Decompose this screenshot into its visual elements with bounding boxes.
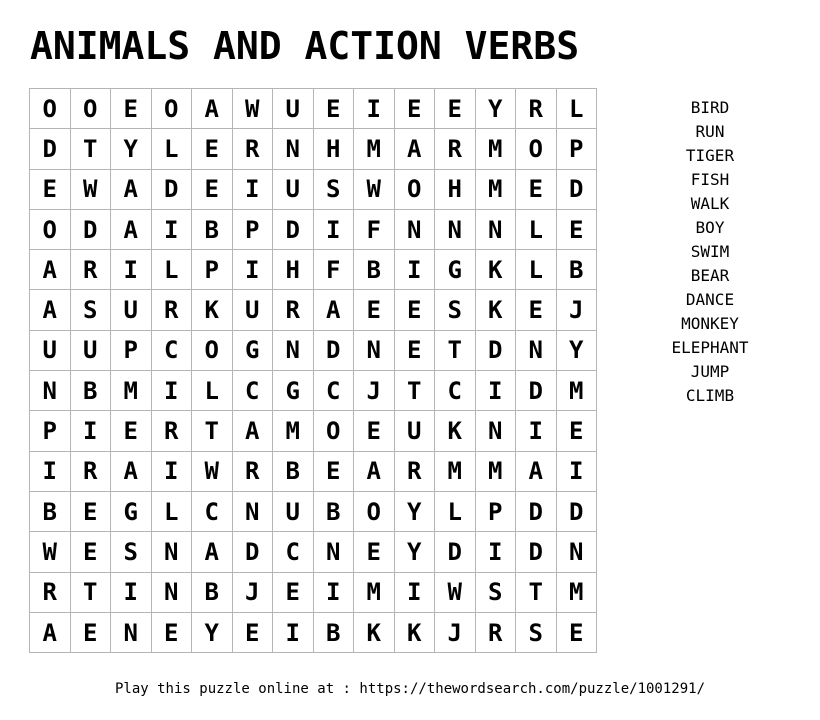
grid-row [30, 250, 597, 290]
grid-cell: O [516, 129, 557, 169]
grid-cell: P [556, 129, 597, 169]
word-list-item: MONKEY [681, 314, 739, 333]
word-list-item: SWIM [690, 242, 730, 261]
word-list-item: ELEPHANT [671, 338, 749, 357]
word-list [640, 96, 780, 408]
grid-cell: S [435, 290, 476, 330]
letter-grid [29, 88, 597, 653]
grid-cell: P [192, 250, 233, 290]
word-list-item: DANCE [685, 290, 735, 309]
grid-cell: E [394, 89, 435, 129]
grid-cell: E [556, 209, 597, 249]
grid-cell: B [192, 209, 233, 249]
grid-cell: L [556, 89, 597, 129]
grid-cell: E [435, 89, 476, 129]
grid-cell: D [273, 209, 314, 249]
grid-cell: A [313, 290, 354, 330]
grid-cell: R [70, 451, 111, 491]
grid-cell: H [435, 169, 476, 209]
grid-cell: Y [556, 330, 597, 370]
grid-cell: R [394, 451, 435, 491]
grid-cell: N [151, 532, 192, 572]
grid-cell: K [394, 612, 435, 652]
grid-cell: M [435, 451, 476, 491]
grid-cell: R [516, 89, 557, 129]
grid-cell: W [70, 169, 111, 209]
grid-cell: N [475, 411, 516, 451]
grid-cell: M [556, 371, 597, 411]
grid-cell: L [435, 491, 476, 531]
grid-cell: N [313, 532, 354, 572]
grid-cell: E [111, 89, 152, 129]
word-list-item: JUMP [690, 362, 730, 381]
grid-cell: E [556, 411, 597, 451]
grid-cell: Y [394, 532, 435, 572]
grid-cell: B [273, 451, 314, 491]
grid-cell: U [70, 330, 111, 370]
grid-cell: D [516, 371, 557, 411]
grid-cell: E [313, 89, 354, 129]
grid-cell: E [354, 290, 395, 330]
grid-cell: D [556, 169, 597, 209]
grid-cell: L [516, 209, 557, 249]
grid-cell: T [435, 330, 476, 370]
grid-cell: A [111, 209, 152, 249]
grid-row [30, 290, 597, 330]
grid-cell: O [30, 209, 71, 249]
grid-cell: S [475, 572, 516, 612]
grid-cell: K [192, 290, 233, 330]
grid-cell: I [313, 572, 354, 612]
grid-cell: B [192, 572, 233, 612]
grid-cell: S [70, 290, 111, 330]
grid-cell: A [192, 532, 233, 572]
word-list-item: TIGER [685, 146, 735, 165]
grid-cell: O [354, 491, 395, 531]
grid-cell: C [151, 330, 192, 370]
grid-cell: J [232, 572, 273, 612]
grid-cell: I [151, 209, 192, 249]
grid-cell: N [232, 491, 273, 531]
grid-cell: F [354, 209, 395, 249]
grid-cell: W [30, 532, 71, 572]
grid-cell: I [151, 371, 192, 411]
grid-cell: R [30, 572, 71, 612]
grid-cell: D [516, 491, 557, 531]
grid-cell: B [313, 491, 354, 531]
grid-cell: G [111, 491, 152, 531]
grid-cell: I [232, 250, 273, 290]
grid-cell: U [30, 330, 71, 370]
grid-cell: O [192, 330, 233, 370]
grid-cell: N [556, 532, 597, 572]
grid-cell: E [192, 129, 233, 169]
grid-cell: R [232, 451, 273, 491]
grid-cell: P [232, 209, 273, 249]
grid-cell: C [435, 371, 476, 411]
grid-cell: J [435, 612, 476, 652]
grid-cell: S [111, 532, 152, 572]
grid-cell: U [273, 491, 314, 531]
grid-cell: K [435, 411, 476, 451]
grid-row [30, 129, 597, 169]
grid-cell: N [151, 572, 192, 612]
grid-row [30, 572, 597, 612]
grid-cell: E [232, 612, 273, 652]
grid-cell: I [394, 250, 435, 290]
grid-cell: E [30, 169, 71, 209]
grid-cell: I [475, 371, 516, 411]
grid-cell: I [151, 451, 192, 491]
grid-cell: U [273, 89, 314, 129]
grid-cell: N [111, 612, 152, 652]
grid-cell: U [232, 290, 273, 330]
grid-cell: E [111, 411, 152, 451]
grid-cell: Y [394, 491, 435, 531]
grid-row [30, 330, 597, 370]
grid-cell: P [475, 491, 516, 531]
grid-cell: T [70, 572, 111, 612]
grid-cell: B [556, 250, 597, 290]
grid-cell: O [30, 89, 71, 129]
grid-cell: N [354, 330, 395, 370]
grid-row [30, 612, 597, 652]
grid-cell: M [273, 411, 314, 451]
grid-cell: A [192, 89, 233, 129]
grid-cell: C [192, 491, 233, 531]
grid-cell: A [30, 290, 71, 330]
grid-cell: W [435, 572, 476, 612]
grid-cell: B [313, 612, 354, 652]
grid-cell: I [516, 411, 557, 451]
grid-cell: P [30, 411, 71, 451]
grid-cell: K [354, 612, 395, 652]
grid-cell: S [313, 169, 354, 209]
grid-cell: R [70, 250, 111, 290]
grid-cell: M [475, 451, 516, 491]
grid-cell: N [273, 330, 314, 370]
grid-cell: O [151, 89, 192, 129]
grid-cell: M [111, 371, 152, 411]
grid-cell: E [70, 612, 111, 652]
grid-cell: J [556, 290, 597, 330]
grid-cell: W [232, 89, 273, 129]
grid-cell: I [111, 572, 152, 612]
grid-row [30, 89, 597, 129]
grid-row [30, 451, 597, 491]
grid-cell: D [516, 532, 557, 572]
grid-cell: M [475, 169, 516, 209]
grid-cell: E [273, 572, 314, 612]
grid-cell: W [354, 169, 395, 209]
grid-cell: M [354, 129, 395, 169]
grid-row [30, 532, 597, 572]
grid-cell: T [516, 572, 557, 612]
grid-cell: N [435, 209, 476, 249]
grid-cell: M [475, 129, 516, 169]
grid-cell: R [435, 129, 476, 169]
grid-cell: W [192, 451, 233, 491]
grid-cell: D [556, 491, 597, 531]
grid-cell: L [516, 250, 557, 290]
grid-cell: L [151, 491, 192, 531]
word-list-item: BIRD [690, 98, 730, 117]
grid-cell: F [313, 250, 354, 290]
grid-cell: I [556, 451, 597, 491]
grid-cell: E [70, 491, 111, 531]
grid-cell: A [30, 612, 71, 652]
grid-cell: P [111, 330, 152, 370]
grid-cell: R [273, 290, 314, 330]
grid-cell: C [232, 371, 273, 411]
grid-cell: U [111, 290, 152, 330]
grid-cell: E [394, 330, 435, 370]
grid-cell: I [70, 411, 111, 451]
grid-cell: K [475, 250, 516, 290]
grid-cell: I [232, 169, 273, 209]
grid-cell: O [313, 411, 354, 451]
grid-cell: Y [111, 129, 152, 169]
grid-cell: B [70, 371, 111, 411]
grid-cell: M [354, 572, 395, 612]
grid-cell: D [151, 169, 192, 209]
grid-cell: I [111, 250, 152, 290]
grid-cell: T [70, 129, 111, 169]
grid-cell: R [232, 129, 273, 169]
grid-cell: E [516, 290, 557, 330]
grid-cell: D [70, 209, 111, 249]
puzzle-title: ANIMALS AND ACTION VERBS [30, 24, 580, 68]
grid-cell: I [394, 572, 435, 612]
grid-cell: E [394, 290, 435, 330]
grid-cell: E [313, 451, 354, 491]
grid-cell: I [30, 451, 71, 491]
grid-cell: S [516, 612, 557, 652]
grid-cell: U [394, 411, 435, 451]
grid-cell: N [30, 371, 71, 411]
grid-row [30, 371, 597, 411]
grid-cell: U [273, 169, 314, 209]
word-list-item: FISH [690, 170, 730, 189]
grid-cell: E [516, 169, 557, 209]
word-list-item: CLIMB [685, 386, 735, 405]
grid-cell: I [475, 532, 516, 572]
grid-cell: D [313, 330, 354, 370]
grid-cell: I [313, 209, 354, 249]
grid-cell: B [30, 491, 71, 531]
grid-cell: D [475, 330, 516, 370]
grid-cell: E [556, 612, 597, 652]
grid-cell: O [394, 169, 435, 209]
grid-cell: T [394, 371, 435, 411]
grid-cell: Y [192, 612, 233, 652]
grid-cell: I [354, 89, 395, 129]
grid-row [30, 491, 597, 531]
grid-cell: R [151, 290, 192, 330]
word-list-item: RUN [695, 122, 725, 141]
grid-cell: A [354, 451, 395, 491]
grid-cell: D [232, 532, 273, 572]
grid-cell: G [435, 250, 476, 290]
grid-cell: E [70, 532, 111, 572]
grid-cell: E [151, 612, 192, 652]
grid-cell: H [313, 129, 354, 169]
grid-row [30, 169, 597, 209]
grid-cell: T [192, 411, 233, 451]
grid-cell: L [192, 371, 233, 411]
grid-cell: E [192, 169, 233, 209]
grid-cell: L [151, 129, 192, 169]
grid-cell: N [273, 129, 314, 169]
grid-row [30, 411, 597, 451]
grid-cell: M [556, 572, 597, 612]
grid-cell: N [516, 330, 557, 370]
grid-cell: A [111, 169, 152, 209]
word-list-item: WALK [690, 194, 730, 213]
footer-link-text: Play this puzzle online at : https://thewordsearch.com/puzzle/1001291/ [114, 681, 705, 697]
grid-row [30, 209, 597, 249]
grid-cell: J [354, 371, 395, 411]
grid-cell: L [151, 250, 192, 290]
grid-cell: H [273, 250, 314, 290]
grid-cell: A [111, 451, 152, 491]
grid-cell: A [394, 129, 435, 169]
grid-cell: G [273, 371, 314, 411]
grid-cell: A [30, 250, 71, 290]
grid-cell: E [354, 532, 395, 572]
grid-cell: N [475, 209, 516, 249]
grid-cell: N [394, 209, 435, 249]
word-list-item: BOY [695, 218, 725, 237]
grid-cell: C [313, 371, 354, 411]
grid-cell: C [273, 532, 314, 572]
grid-cell: A [232, 411, 273, 451]
grid-cell: G [232, 330, 273, 370]
grid-cell: I [273, 612, 314, 652]
grid-cell: A [516, 451, 557, 491]
word-list-item: BEAR [690, 266, 730, 285]
grid-cell: Y [475, 89, 516, 129]
grid-cell: B [354, 250, 395, 290]
grid-cell: D [30, 129, 71, 169]
grid-cell: K [475, 290, 516, 330]
grid-cell: E [354, 411, 395, 451]
grid-cell: R [151, 411, 192, 451]
grid-cell: O [70, 89, 111, 129]
grid-cell: D [435, 532, 476, 572]
grid-cell: R [475, 612, 516, 652]
